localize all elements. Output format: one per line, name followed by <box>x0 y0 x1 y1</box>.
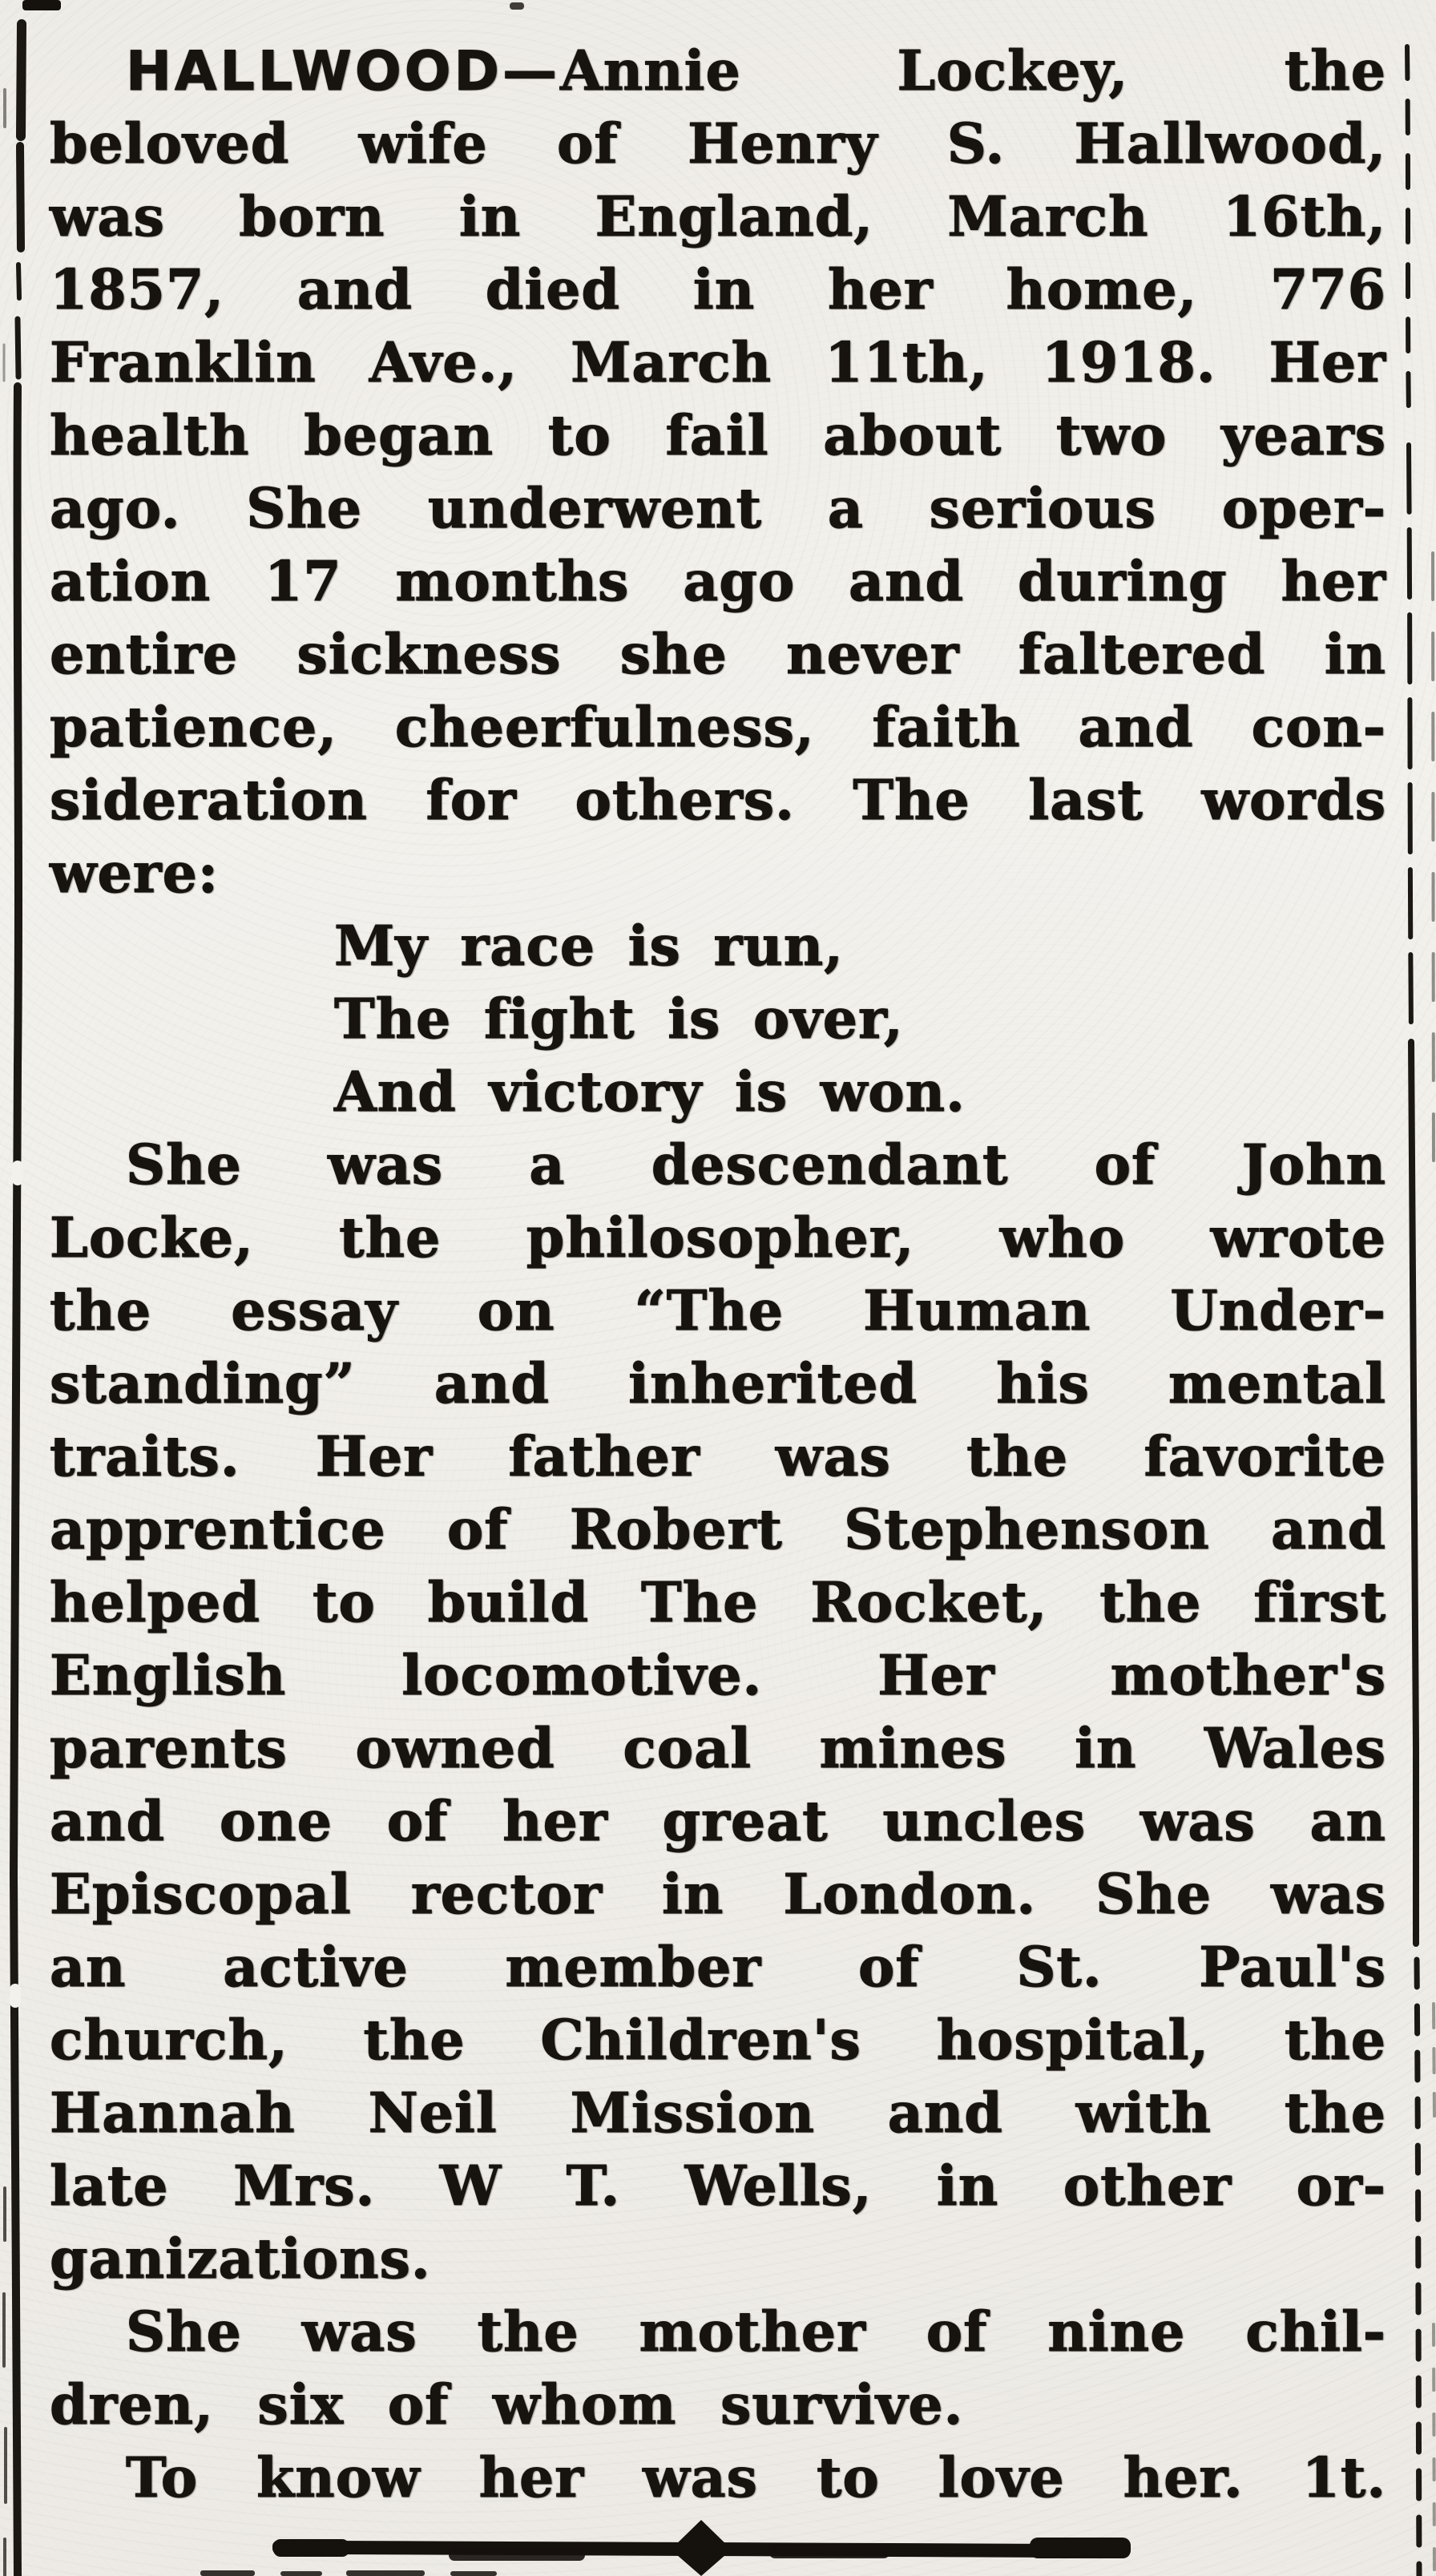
text-line: The fight is over, <box>334 987 904 1052</box>
text-line: was born in England, March 16th, <box>50 185 1386 249</box>
left-column-rule <box>4 24 22 2576</box>
text-line: patience, cheerfulness, faith and con- <box>50 696 1386 760</box>
text-line: church, the Children's hospital, the <box>50 2009 1386 2073</box>
section-divider <box>272 2520 1131 2576</box>
text-line: late Mrs. W T. Wells, in other or- <box>50 2154 1386 2219</box>
text-line: HALLWOOD—Annie Lockey, the <box>126 39 1386 103</box>
text-line: ganizations. <box>50 2227 431 2291</box>
text-line: And victory is won. <box>334 1060 966 1124</box>
text-line: traits. Her father was the favorite <box>50 1425 1386 1489</box>
text-line: ation 17 months ago and during her <box>50 550 1386 614</box>
text-line: Franklin Ave., March 11th, 1918. Her <box>50 331 1386 395</box>
text-line: English locomotive. Her mother's <box>50 1644 1386 1708</box>
text-line: My race is run, <box>334 915 844 979</box>
text-line: Hannah Neil Mission and with the <box>50 2081 1386 2146</box>
text-line: Episcopal rector in London. She was <box>50 1863 1386 1927</box>
cutoff-text-remnant <box>200 2570 497 2576</box>
right-column-rule <box>1407 46 1434 2576</box>
text-line: standing” and inherited his mental <box>50 1352 1386 1416</box>
text-line: She was a descendant of John <box>126 1133 1386 1197</box>
text-line: To know her was to love her. 1t. <box>126 2446 1386 2510</box>
article-column <box>50 35 1386 2515</box>
text-line: an active member of St. Paul's <box>50 1936 1386 2000</box>
text-line: and one of her great uncles was an <box>50 1790 1386 1854</box>
text-line: health began to fail about two years <box>50 404 1386 468</box>
text-line: ago. She underwent a serious oper- <box>50 477 1386 541</box>
surname-heading: HALLWOOD— <box>126 40 560 103</box>
text-line: Locke, the philosopher, who wrote <box>50 1206 1386 1270</box>
text-line: helped to build The Rocket, the first <box>50 1571 1386 1635</box>
text-line: She was the mother of nine chil- <box>126 2300 1386 2364</box>
text-line: the essay on “The Human Under- <box>50 1279 1386 1343</box>
edge-specks <box>22 0 524 10</box>
text-line: 1857, and died in her home, 776 <box>50 258 1386 322</box>
text-line: parents owned coal mines in Wales <box>50 1717 1386 1781</box>
text-line: dren, six of whom survive. <box>50 2373 964 2437</box>
text-line: beloved wife of Henry S. Hallwood, <box>50 112 1386 176</box>
text-line: entire sickness she never faltered in <box>50 623 1386 687</box>
text-line: apprentice of Robert Stephenson and <box>50 1498 1386 1562</box>
text-line: sideration for others. The last words <box>50 769 1386 833</box>
text-line: were: <box>50 842 219 906</box>
